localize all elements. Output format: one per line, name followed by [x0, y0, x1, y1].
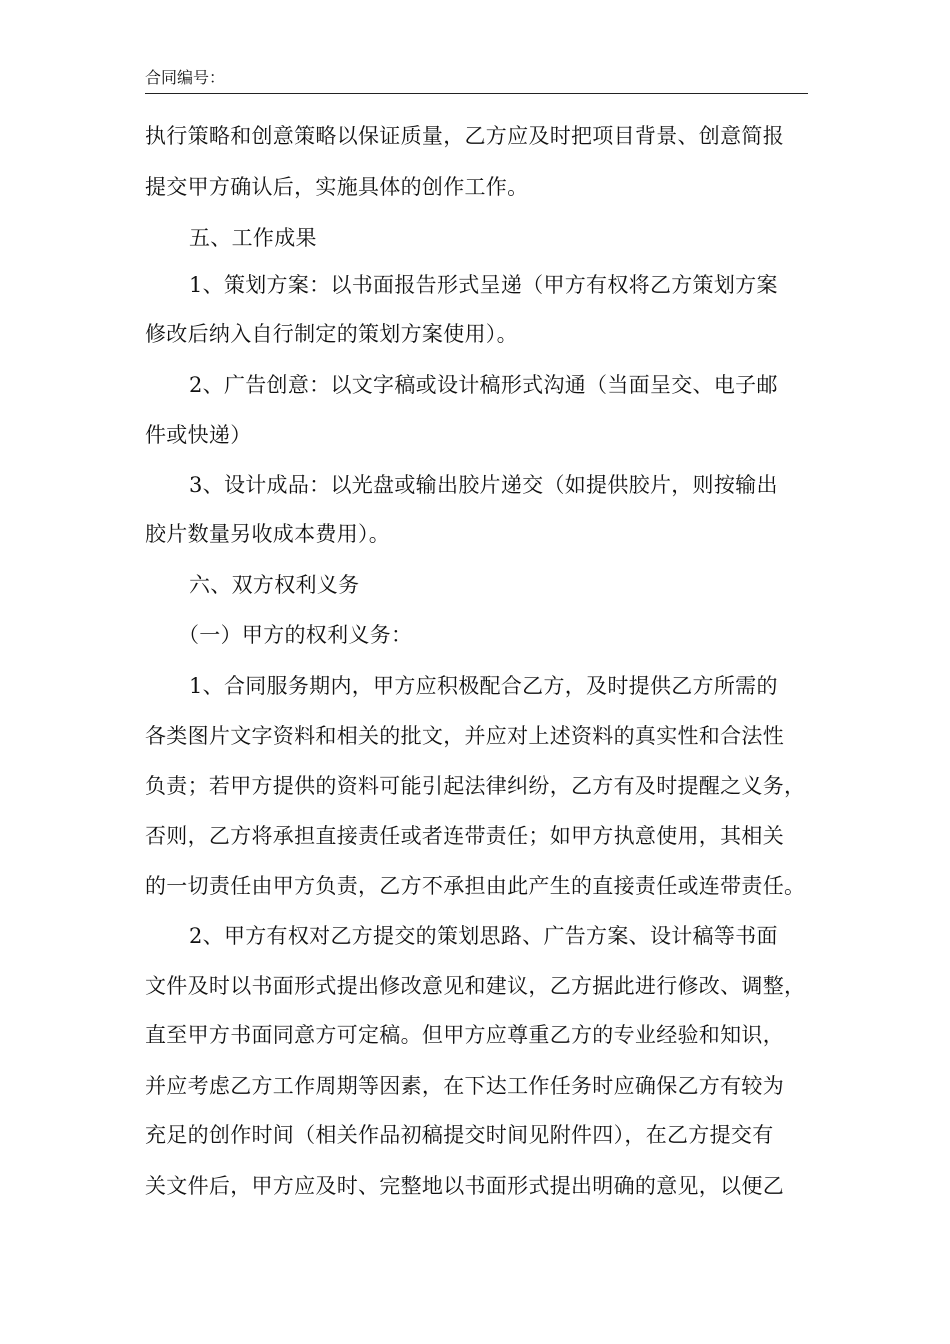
- paragraph-line: 关文件后，甲方应及时、完整地以书面形式提出明确的意见，以便乙: [145, 1174, 784, 1198]
- paragraph-line: 的一切责任由甲方负责，乙方不承担由此产生的直接责任或连带责任。: [145, 874, 806, 898]
- paragraph-line: 2、甲方有权对乙方提交的策划思路、广告方案、设计稿等书面: [189, 924, 778, 948]
- paragraph-line: 并应考虑乙方工作周期等因素，在下达工作任务时应确保乙方有较为: [145, 1074, 784, 1098]
- paragraph-line: 充足的创作时间（相关作品初稿提交时间见附件四），在乙方提交有: [145, 1123, 774, 1147]
- subsection-heading: （一）甲方的权利义务：: [178, 623, 413, 647]
- section-heading: 五、工作成果: [189, 226, 317, 250]
- paragraph-line: 提交甲方确认后，实施具体的创作工作。: [145, 175, 529, 199]
- paragraph-line: 1、策划方案：以书面报告形式呈递（甲方有权将乙方策划方案: [189, 273, 778, 297]
- paragraph-line: 胶片数量另收成本费用）。: [145, 522, 391, 546]
- paragraph-line: 文件及时以书面形式提出修改意见和建议，乙方据此进行修改、调整，: [145, 974, 806, 998]
- paragraph-line: 件或快递）: [145, 423, 252, 447]
- contract-number-label: 合同编号：: [145, 68, 226, 87]
- paragraph-line: 直至甲方书面同意方可定稿。但甲方应尊重乙方的专业经验和知识，: [145, 1023, 784, 1047]
- paragraph-line: 否则，乙方将承担直接责任或者连带责任；如甲方执意使用，其相关: [145, 824, 784, 848]
- paragraph-line: 负责；若甲方提供的资料可能引起法律纠纷，乙方有及时提醒之义务，: [145, 774, 806, 798]
- paragraph-line: 执行策略和创意策略以保证质量，乙方应及时把项目背景、创意简报: [145, 124, 784, 148]
- paragraph-line: 2、广告创意：以文字稿或设计稿形式沟通（当面呈交、电子邮: [189, 373, 778, 397]
- paragraph-line: 1、合同服务期内，甲方应积极配合乙方，及时提供乙方所需的: [189, 674, 778, 698]
- section-heading: 六、双方权利义务: [189, 573, 360, 597]
- document-header: [145, 66, 808, 94]
- paragraph-line: 修改后纳入自行制定的策划方案使用）。: [145, 322, 518, 346]
- paragraph-line: 3、设计成品：以光盘或输出胶片递交（如提供胶片，则按输出: [189, 473, 778, 497]
- paragraph-line: 各类图片文字资料和相关的批文，并应对上述资料的真实性和合法性: [145, 724, 784, 748]
